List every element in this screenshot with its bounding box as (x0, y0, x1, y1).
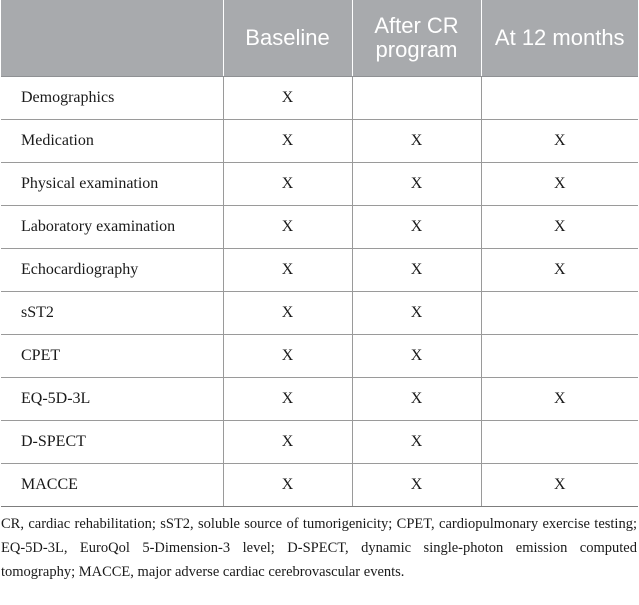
table-cell-mark: X (481, 163, 638, 206)
table-cell-mark: X (352, 249, 481, 292)
table-cell-mark: X (223, 421, 352, 464)
table-row (1, 206, 638, 249)
table-cell-mark: X (223, 120, 352, 163)
table-footnote: CR, cardiac rehabilitation; sST2, soluble source of tumorigenicity; CPET, cardiopulmonary exercise testing; EQ-5D-3L, EuroQol 5-Dimension-3 level; D-SPECT, dynamic single-photon emission computed tomography; MACCE, major adverse cardiac cerebrovascular events. (1, 516, 637, 580)
table-cell-mark: X (223, 206, 352, 249)
table-cell-mark: X (481, 464, 638, 507)
table-cell-mark: X (352, 120, 481, 163)
row-label: Physical examination (1, 163, 223, 206)
table-cell-mark: X (481, 249, 638, 292)
table-cell-mark: X (352, 206, 481, 249)
row-label: sST2 (1, 292, 223, 335)
table-cell-mark: X (223, 77, 352, 120)
table-cell-mark: X (352, 163, 481, 206)
table-cell-mark (481, 77, 638, 120)
row-label: Echocardiography (1, 249, 223, 292)
table-cell-mark: X (352, 464, 481, 507)
table-cell-mark: X (352, 292, 481, 335)
header-row (1, 0, 638, 77)
header-cell-baseline: Baseline (223, 0, 352, 77)
table-cell-mark (481, 421, 638, 464)
table-cell-mark: X (352, 421, 481, 464)
row-label: Laboratory examination (1, 206, 223, 249)
table-cell-mark: X (481, 206, 638, 249)
header-cell-after-cr-program: After CR program (352, 0, 481, 77)
row-label: EQ-5D-3L (1, 378, 223, 421)
table-row (1, 335, 638, 378)
table-cell-mark: X (223, 249, 352, 292)
table-cell-mark: X (481, 378, 638, 421)
row-label: CPET (1, 335, 223, 378)
row-label: D-SPECT (1, 421, 223, 464)
table-cell-mark: X (481, 120, 638, 163)
table-row (1, 249, 638, 292)
assessment-schedule-table (1, 0, 638, 507)
row-label: Medication (1, 120, 223, 163)
table-row (1, 163, 638, 206)
table-row (1, 292, 638, 335)
table-row (1, 378, 638, 421)
table-cell-mark: X (223, 378, 352, 421)
table-row (1, 120, 638, 163)
table-cell-mark (481, 292, 638, 335)
header-cell-empty (1, 0, 223, 77)
row-label: Demographics (1, 77, 223, 120)
table-cell-mark: X (352, 378, 481, 421)
row-label: MACCE (1, 464, 223, 507)
table-cell-mark: X (223, 464, 352, 507)
table-row (1, 421, 638, 464)
table-cell-mark: X (223, 292, 352, 335)
table-header (1, 0, 638, 77)
table-cell-mark: X (223, 163, 352, 206)
table-cell-mark (481, 335, 638, 378)
table-row (1, 464, 638, 507)
table-body (1, 77, 638, 507)
table-cell-mark: X (352, 335, 481, 378)
table-cell-mark: X (223, 335, 352, 378)
header-cell-at-12-months: At 12 months (481, 0, 638, 77)
table-row (1, 77, 638, 120)
table-cell-mark (352, 77, 481, 120)
